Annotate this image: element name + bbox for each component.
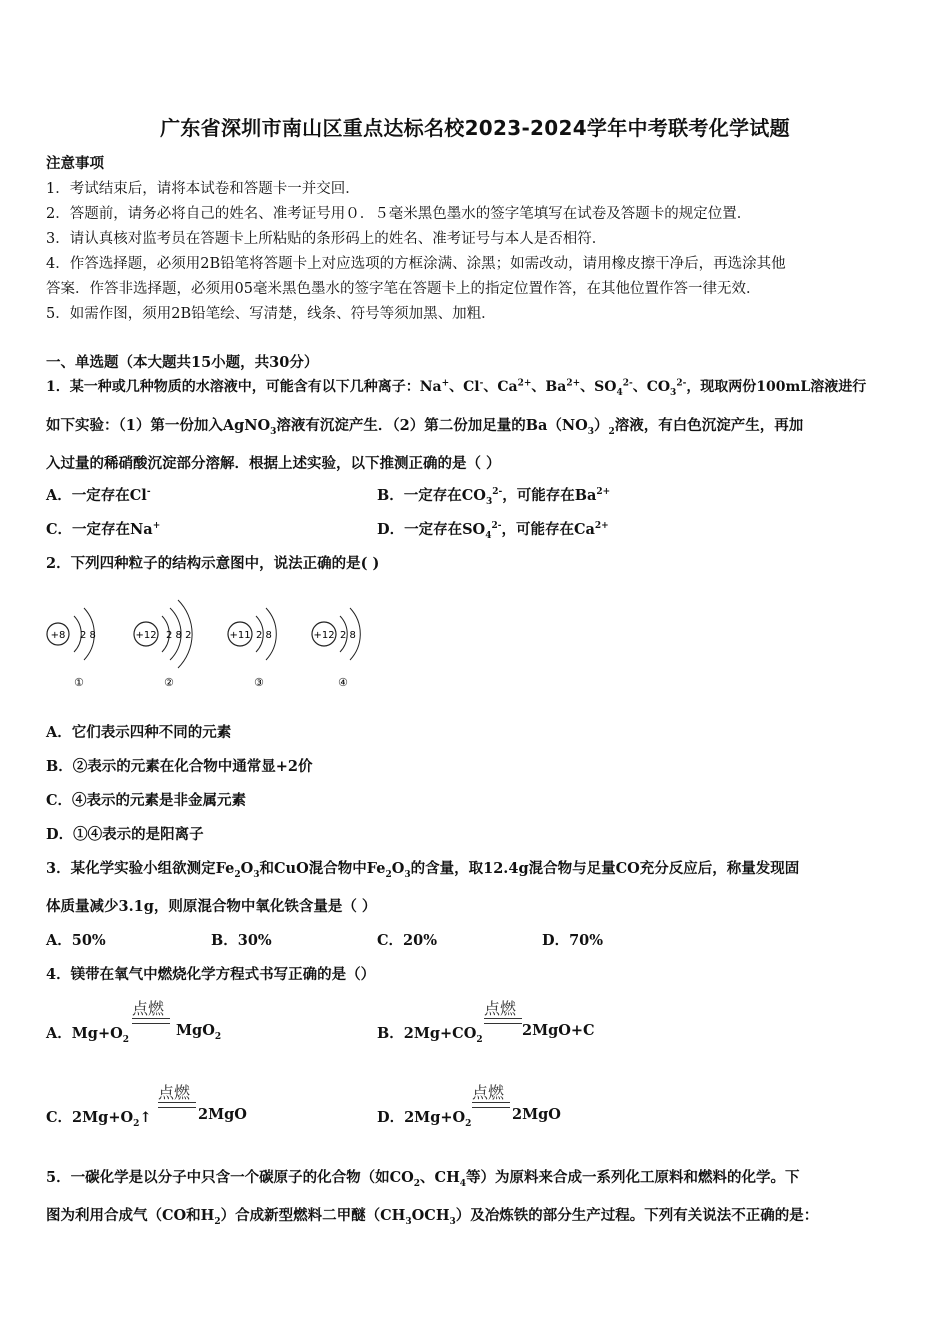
q4-option-c-equals (158, 1102, 196, 1108)
q3-option-d[interactable]: D．70% (542, 932, 604, 949)
q4-option-c-condition: 点燃 (158, 1083, 191, 1102)
q4-stem: 4．镁带在氧气中燃烧化学方程式书写正确的是（） (46, 966, 376, 983)
q4-option-d-equals (472, 1102, 510, 1108)
atom-4 (312, 608, 360, 689)
q1-line-1: 1．某一种或几种物质的水溶液中，可能含有以下几种离子：Na+、Cl-、$Ca^{2+}$、$Ba^{2+}$、$SO_4^{2-}$、$CO_3^{2-}$，现取两份100mL溶液进行 (46, 378, 867, 398)
atom-2-nucleus-label: +12 (135, 630, 157, 641)
atom-2-label: ② (164, 676, 174, 689)
atom-1 (47, 608, 96, 689)
q4-option-c-products[interactable]: 2MgO (198, 1106, 247, 1123)
q1-option-b[interactable]: B．一定存在$CO_3^{2-}$，可能存在$Ba^{2+}$ (377, 487, 611, 507)
q4-option-b-products[interactable]: 2MgO+C (522, 1022, 595, 1039)
atom-3 (228, 608, 276, 689)
notice-item-4-cont: 答案．作答非选择题，必须用05毫米黑色墨水的签字笔在答题卡上的指定位置作答，在其他位置作答一律无效． (46, 281, 761, 297)
up-arrow-icon: ↑ (139, 1109, 152, 1126)
q4-option-d-condition: 点燃 (472, 1083, 505, 1102)
notice-item-1: 1．考试结束后，请将本试卷和答题卡一并交回． (46, 181, 360, 197)
atom-1-nucleus-label: +8 (50, 630, 66, 641)
section-heading: 一、单选题（本大题共15小题，共30分） (46, 354, 319, 371)
atom-3-nucleus-label: +11 (229, 630, 251, 641)
q3-option-b[interactable]: B．30% (211, 932, 272, 949)
atomic-structure-diagrams (40, 596, 380, 692)
page-title: 广东省深圳市南山区重点达标名校2023-2024学年中考联考化学试题 (160, 116, 790, 140)
notice-item-2: 2．答题前，请务必将自己的姓名、准考证号用０．５毫米黑色墨水的签字笔填写在试卷及答题卡的规定位置． (46, 206, 752, 222)
q3-line-2: 体质量减少3.1g，则原混合物中氧化铁含量是（ ） (46, 898, 377, 915)
q4-option-b-equals (484, 1018, 522, 1024)
q2-option-a[interactable]: A．它们表示四种不同的元素 (46, 724, 232, 741)
q3-option-a[interactable]: A．50% (46, 932, 106, 949)
atom-2-shells: 2 8 2 (166, 630, 192, 641)
q5-line-2: 图为利用合成气（CO和$H_2$）合成新型燃料二甲醚$(CH_3OCH_3)$及冶炼铁的部分生产过程。下列有关说法不正确的是： (46, 1207, 819, 1227)
q4-option-b-condition: 点燃 (484, 999, 517, 1018)
notice-item-4: 4．作答选择题，必须用2B铅笔将答题卡上对应选项的方框涂满、涂黑；如需改动，请用橡皮擦干净后，再选涂其他 (46, 256, 786, 272)
q1-option-a[interactable]: A．一定存在Cl- (46, 487, 151, 504)
q4-option-a-reactants[interactable]: A．$Mg+O_2$ (46, 1025, 129, 1045)
atom-1-label: ① (74, 676, 84, 689)
q4-option-a-equals (132, 1018, 170, 1024)
q4-option-c-reactants[interactable]: C．$2Mg+O_2↑$ (46, 1109, 152, 1129)
atom-4-nucleus-label: +12 (313, 630, 335, 641)
atom-1-shells: 2 8 (80, 630, 96, 641)
q4-option-b-reactants[interactable]: B．$2Mg+CO_2$ (377, 1025, 483, 1045)
atom-3-label: ③ (254, 676, 264, 689)
atom-2 (134, 600, 192, 689)
atom-4-label: ④ (338, 676, 348, 689)
q2-option-d[interactable]: D．①④表示的是阳离子 (46, 826, 204, 843)
notice-heading: 注意事项 (46, 155, 104, 172)
atom-4-shells: 2 8 (340, 630, 356, 641)
q1-option-c[interactable]: C．一定存在Na+ (46, 521, 161, 538)
notice-item-5: 5．如需作图，须用2B铅笔绘、写清楚，线条、符号等须加黑、加粗． (46, 306, 496, 322)
q1-line-3: 入过量的稀硝酸沉淀部分溶解．根据上述实验，以下推测正确的是（ ） (46, 455, 501, 472)
atom-3-shells: 2 8 (256, 630, 272, 641)
q5-line-1: 5．一碳化学是以分子中只含一个碳原子的化合物（如$CO_2$、$CH_4$等）为原料来合成一系列化工原料和燃料的化学。下 (46, 1169, 800, 1189)
q3-line-1: 3．某化学实验小组欲测定$Fe_2O_3$和CuO混合物中$Fe_2O_3$的含量，取12.4g混合物与足量CO充分反应后，称量发现固 (46, 860, 800, 880)
q4-option-d-products[interactable]: 2MgO (512, 1106, 561, 1123)
q2-option-b[interactable]: B．②表示的元素在化合物中通常显+2价 (46, 758, 313, 775)
q4-option-d-reactants[interactable]: D．$2Mg+O_2$ (377, 1109, 472, 1129)
q4-option-a-products[interactable]: MgO$_2$ (176, 1022, 222, 1042)
q1-option-d[interactable]: D．一定存在$SO_4^{2-}$，可能存在$Ca^{2+}$ (377, 521, 609, 541)
notice-item-3: 3．请认真核对监考员在答题卡上所粘贴的条形码上的姓名、准考证号与本人是否相符． (46, 231, 607, 247)
q3-option-c[interactable]: C．20% (377, 932, 437, 949)
q2-option-c[interactable]: C．④表示的元素是非金属元素 (46, 792, 247, 809)
q2-stem: 2．下列四种粒子的结构示意图中，说法正确的是( ) (46, 555, 380, 572)
q1-line-2: 如下实验：（1）第一份加入AgNO$_3$溶液有沉淀产生．（2）第二份加足量的$Ba(NO_3)_2$溶液，有白色沉淀产生，再加 (46, 417, 804, 437)
q4-option-a-condition: 点燃 (132, 999, 165, 1018)
